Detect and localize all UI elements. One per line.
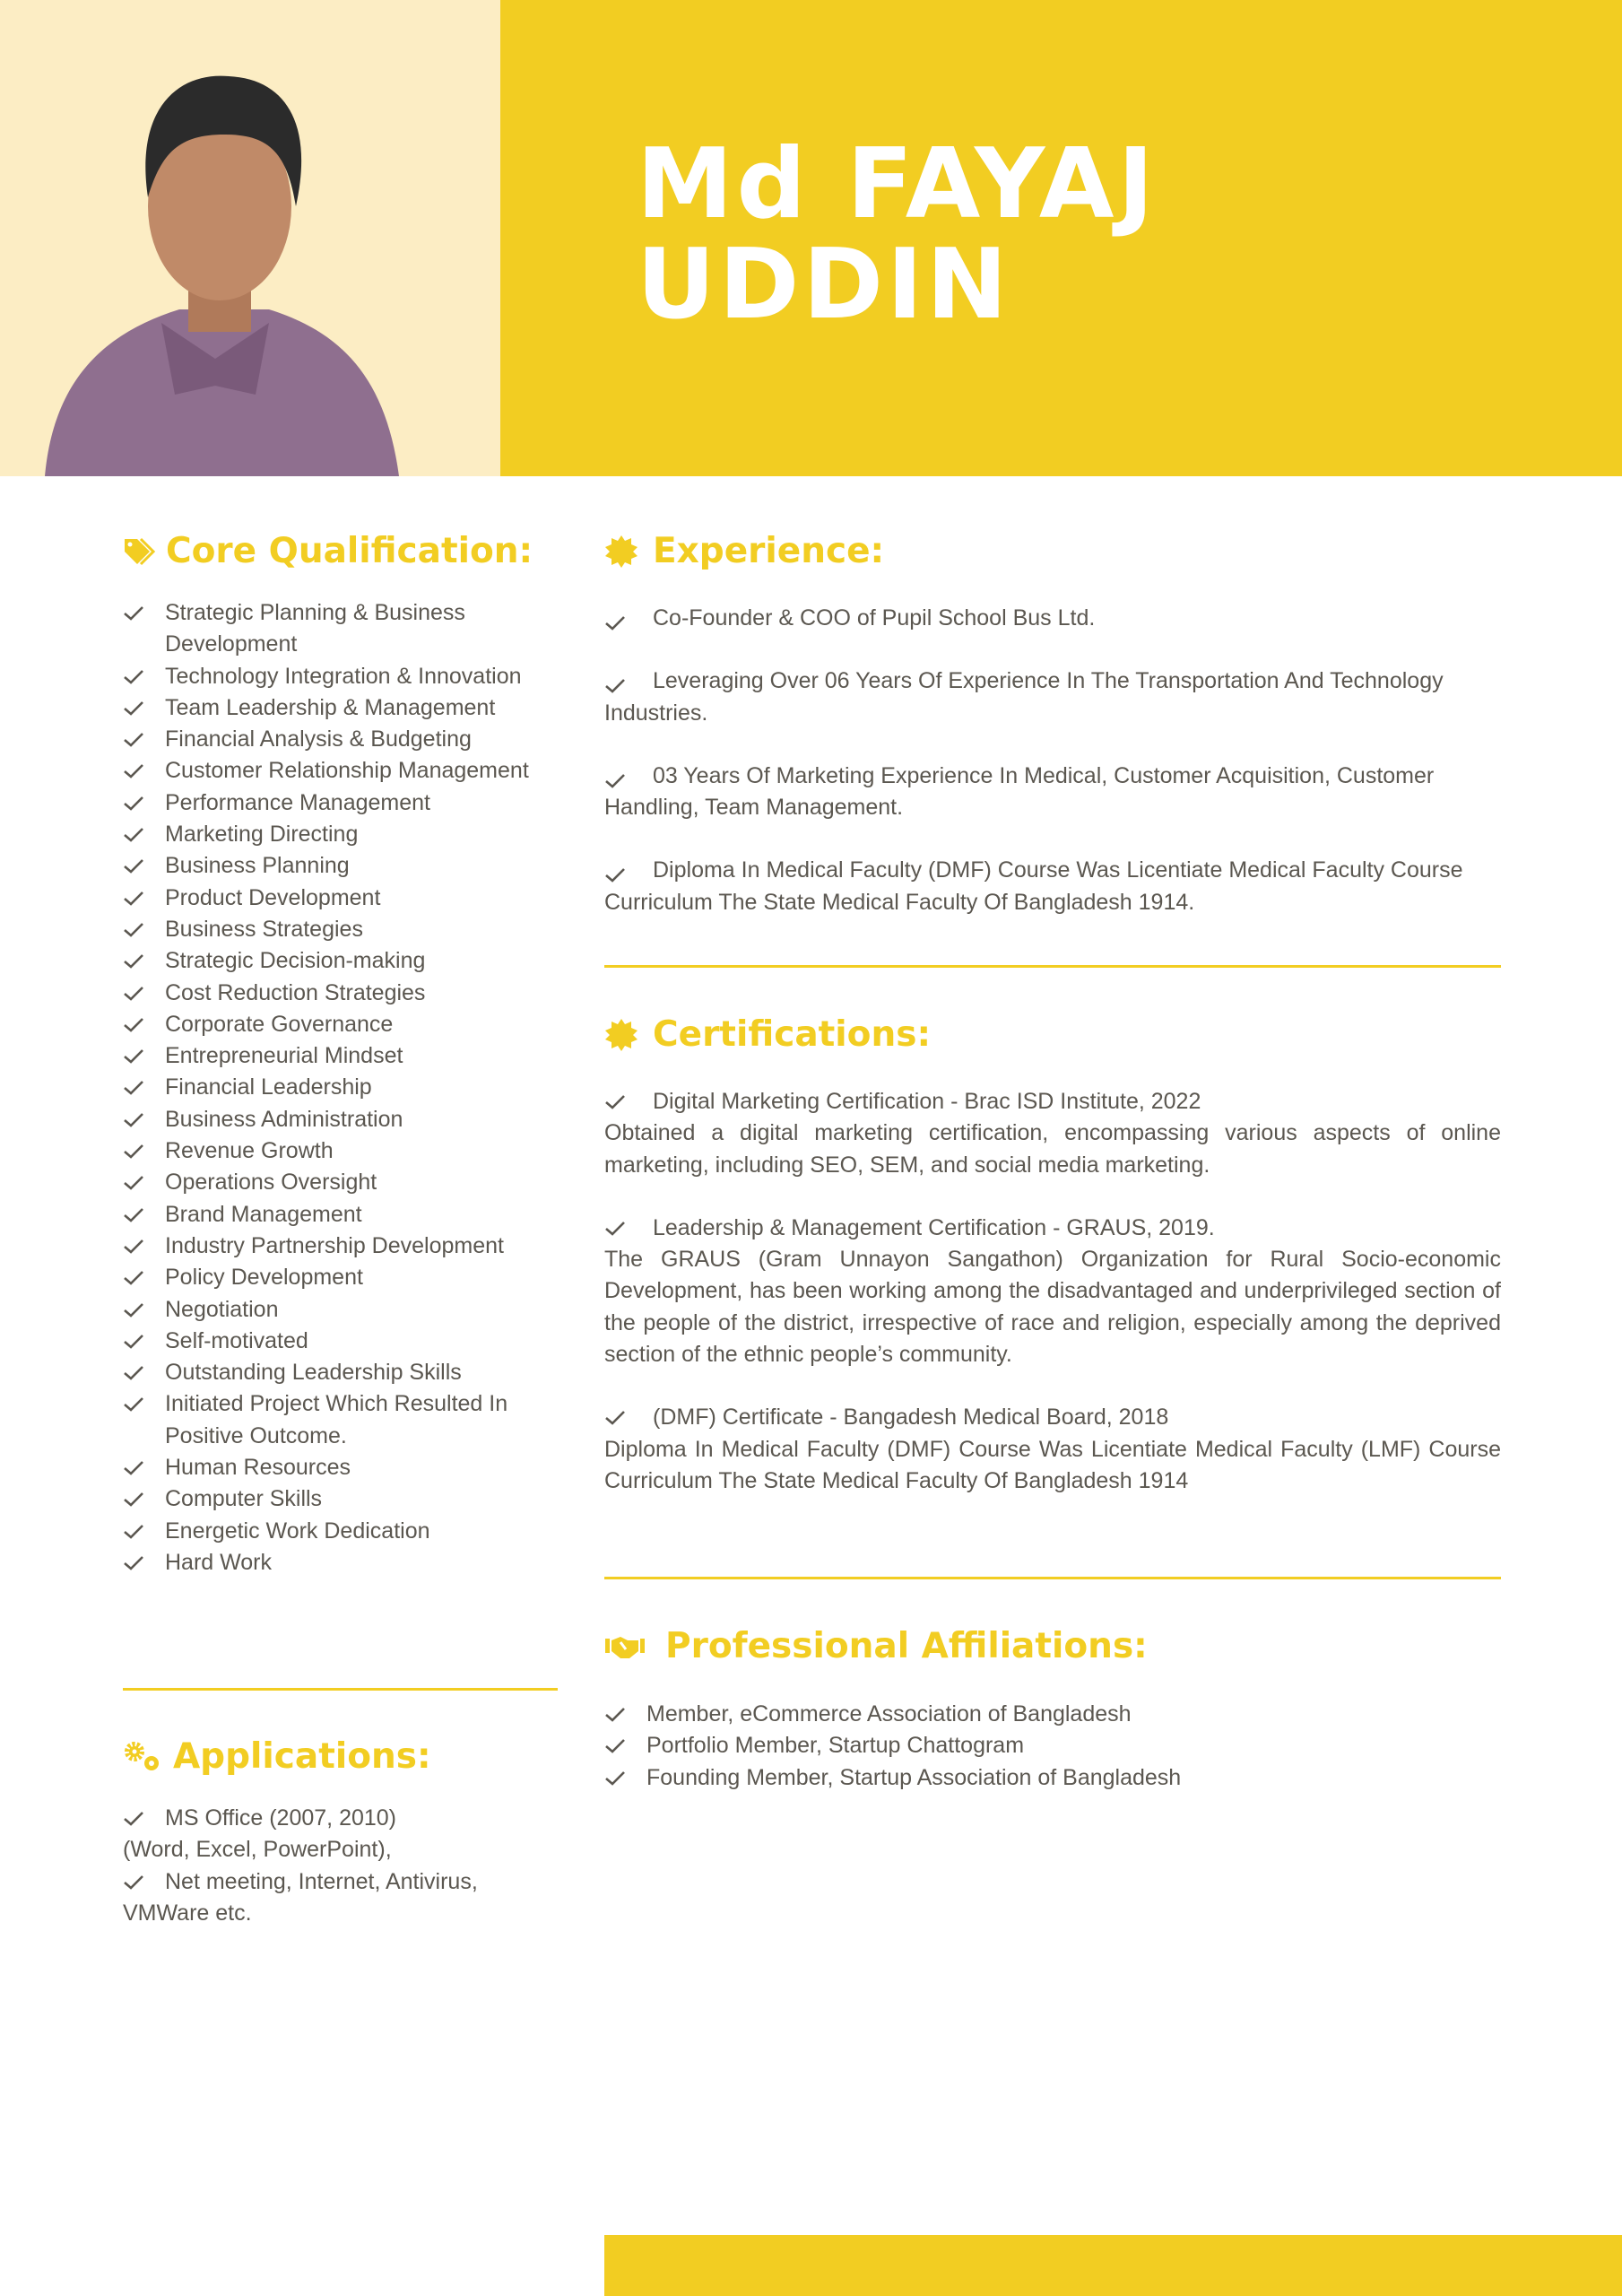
list-item (123, 819, 553, 850)
profile-photo-panel (0, 0, 500, 476)
list-item-text: Operations Oversight (165, 1170, 377, 1196)
application-item (123, 1866, 553, 1930)
core-qualification-title: Core Qualification: (166, 531, 533, 571)
badge-icon (604, 1018, 638, 1052)
list-item (123, 1072, 553, 1103)
check-icon (123, 669, 144, 685)
gears-icon (123, 1741, 164, 1773)
certification-item (604, 1086, 1501, 1181)
header-banner (500, 0, 1622, 476)
list-item-text: Cost Reduction Strategies (165, 979, 426, 1005)
candidate-name (637, 128, 1158, 341)
check-icon (604, 1221, 626, 1237)
list-item-text: Human Resources (165, 1455, 351, 1481)
experience-text: Diploma In Medical Faculty (DMF) Course Was Licentiate Medical Faculty Course Curriculum The State Medical Faculty Of Bangladesh 1914. (604, 857, 1463, 915)
check-icon (123, 1207, 144, 1223)
experience-text: 03 Years Of Marketing Experience In Medical, Customer Acquisition, Customer Handling, Team Management. (604, 762, 1435, 821)
list-item (123, 1135, 553, 1167)
certification-description: Obtained a digital marketing certification, encompassing various aspects of online marketing, including SEO, SEM, and social media marketing. (604, 1120, 1501, 1178)
certifications-list (604, 1086, 1501, 1528)
check-icon (604, 773, 626, 789)
check-icon (123, 605, 144, 622)
list-item (123, 1199, 553, 1231)
list-item-text: Product Development (165, 884, 381, 910)
list-item (123, 1104, 553, 1135)
profile-photo (0, 0, 500, 476)
list-item-text: Customer Relationship Management (165, 758, 529, 784)
check-icon (123, 1396, 144, 1413)
list-item (123, 1452, 553, 1483)
check-icon (123, 891, 144, 907)
list-item (123, 724, 553, 755)
application-detail: (Word, Excel, PowerPoint), (123, 1837, 392, 1863)
list-item-text: Negotiation (165, 1296, 279, 1322)
list-item (123, 1262, 553, 1293)
experience-text: Co-Founder & COO of Pupil School Bus Ltd. (653, 605, 1096, 631)
check-icon (123, 1555, 144, 1571)
application-item (123, 1803, 553, 1866)
footer-bar (604, 2235, 1622, 2296)
list-item-text: Computer Skills (165, 1486, 323, 1512)
affiliations-title: Professional Affiliations: (665, 1626, 1148, 1666)
list-item (123, 1357, 553, 1388)
list-item-text: Outstanding Leadership Skills (165, 1360, 462, 1386)
check-icon (604, 867, 626, 883)
applications-list (123, 1803, 553, 1929)
check-icon (604, 615, 626, 631)
check-icon (123, 796, 144, 812)
list-item-text: Portfolio Member, Startup Chattogram (646, 1733, 1025, 1759)
check-icon (604, 678, 626, 694)
application-detail: VMWare etc. (123, 1900, 252, 1926)
list-item (123, 914, 553, 945)
certifications-heading (604, 1014, 931, 1055)
list-item (604, 1699, 1501, 1730)
application-title: Net meeting, Internet, Antivirus, (165, 1868, 478, 1894)
list-item-text: Strategic Planning & Business Development (165, 600, 465, 657)
list-item (123, 883, 553, 914)
certification-title: Leadership & Management Certification - GRAUS, 2019. (653, 1214, 1215, 1240)
name-line-1: Md FAYAJ (637, 128, 1158, 240)
list-item-text: Business Strategies (165, 916, 363, 942)
affiliations-heading (604, 1626, 1148, 1666)
check-icon (123, 1460, 144, 1476)
list-item-text: Industry Partnership Development (165, 1232, 504, 1258)
list-item-text: Business Administration (165, 1106, 403, 1132)
certification-description: Diploma In Medical Faculty (DMF) Course Was Licentiate Medical Faculty (LMF) Course Curriculum The State Medical Faculty Of Bangladesh 1914 (604, 1436, 1501, 1493)
list-item (123, 1040, 553, 1072)
badge-icon (604, 535, 638, 569)
check-icon (604, 1094, 626, 1110)
certification-item (604, 1213, 1501, 1370)
check-icon (604, 1707, 626, 1723)
list-item (123, 978, 553, 1009)
core-qualification-list (123, 597, 553, 1578)
list-item (123, 597, 553, 661)
section-divider (123, 1688, 558, 1691)
list-item-text: Strategic Decision-making (165, 948, 426, 974)
check-icon (123, 1492, 144, 1508)
certification-title: (DMF) Certificate - Bangadesh Medical Board, 2018 (653, 1405, 1169, 1431)
list-item-text: Self-motivated (165, 1327, 308, 1353)
list-item-text: Performance Management (165, 789, 430, 815)
handshake-icon (604, 1633, 646, 1660)
check-icon (123, 1270, 144, 1286)
check-icon (123, 1048, 144, 1065)
check-icon (123, 1112, 144, 1128)
list-item-text: Financial Analysis & Budgeting (165, 726, 472, 752)
certification-description: The GRAUS (Gram Unnayon Sangathon) Organization for Rural Socio-economic Development, has been working among the disadvantaged and underprivileged section of the people of the district, irrespective of race and religion, especially among the deprived section of the ethnic people’s community. (604, 1247, 1501, 1368)
section-divider (604, 965, 1501, 968)
check-icon (123, 858, 144, 874)
list-item (123, 787, 553, 819)
check-icon (123, 1144, 144, 1160)
certification-item (604, 1402, 1501, 1497)
check-icon (123, 953, 144, 970)
list-item (123, 1547, 553, 1578)
check-icon (123, 1017, 144, 1033)
list-item-text: Energetic Work Dedication (165, 1518, 430, 1544)
list-item-text: Founding Member, Startup Association of Bangladesh (646, 1764, 1182, 1790)
list-item-text: Member, eCommerce Association of Bangladesh (646, 1701, 1132, 1726)
certification-title: Digital Marketing Certification - Brac ISD Institute, 2022 (653, 1089, 1201, 1114)
list-item (123, 850, 553, 882)
list-item (123, 1231, 553, 1262)
check-icon (123, 922, 144, 938)
list-item-text: Technology Integration & Innovation (165, 663, 522, 689)
list-item (123, 1167, 553, 1198)
list-item-text: Revenue Growth (165, 1138, 334, 1164)
check-icon (123, 732, 144, 748)
check-icon (123, 1524, 144, 1540)
list-item-text: Marketing Directing (165, 822, 359, 848)
list-item-text: Policy Development (165, 1265, 363, 1291)
certifications-title: Certifications: (653, 1014, 932, 1055)
list-item (123, 692, 553, 724)
list-item (604, 1730, 1501, 1761)
check-icon (123, 1175, 144, 1191)
experience-item (604, 603, 1501, 634)
check-icon (123, 986, 144, 1002)
list-item (604, 1762, 1501, 1794)
list-item-text: Business Planning (165, 853, 350, 879)
list-item-text: Brand Management (165, 1201, 362, 1227)
tag-icon (123, 536, 157, 567)
check-icon (123, 1302, 144, 1318)
experience-list (604, 603, 1501, 950)
list-item (123, 1294, 553, 1326)
check-icon (123, 763, 144, 779)
affiliations-list (604, 1699, 1501, 1794)
list-item-text: Financial Leadership (165, 1074, 372, 1100)
application-title: MS Office (2007, 2010) (165, 1805, 397, 1831)
check-icon (604, 1738, 626, 1754)
list-item (123, 1009, 553, 1040)
list-item-text: Team Leadership & Management (165, 694, 496, 720)
check-icon (123, 1811, 144, 1827)
core-qualification-heading (123, 531, 533, 571)
check-icon (604, 1410, 626, 1426)
applications-heading (123, 1736, 431, 1777)
check-icon (123, 827, 144, 843)
experience-item (604, 761, 1501, 824)
list-item-text: Initiated Project Which Resulted In Positive Outcome. (165, 1391, 508, 1448)
list-item (123, 1483, 553, 1515)
check-icon (123, 1239, 144, 1255)
experience-item (604, 665, 1501, 729)
list-item (123, 755, 553, 787)
list-item (123, 1326, 553, 1357)
check-icon (123, 1365, 144, 1381)
check-icon (123, 1080, 144, 1096)
list-item (123, 945, 553, 977)
check-icon (604, 1770, 626, 1787)
list-item-text: Hard Work (165, 1549, 273, 1575)
experience-title: Experience: (653, 531, 885, 571)
experience-heading (604, 531, 884, 571)
list-item-text: Corporate Governance (165, 1011, 394, 1037)
list-item (123, 1388, 553, 1452)
list-item (123, 661, 553, 692)
applications-title: Applications: (173, 1736, 431, 1777)
name-line-2: UDDIN (637, 229, 1011, 341)
list-item-text: Entrepreneurial Mindset (165, 1043, 403, 1069)
list-item (123, 1516, 553, 1547)
experience-text: Leveraging Over 06 Years Of Experience In The Transportation And Technology Industries. (604, 668, 1444, 726)
check-icon (123, 700, 144, 717)
check-icon (123, 1334, 144, 1350)
section-divider (604, 1577, 1501, 1579)
experience-item (604, 855, 1501, 918)
check-icon (123, 1874, 144, 1891)
